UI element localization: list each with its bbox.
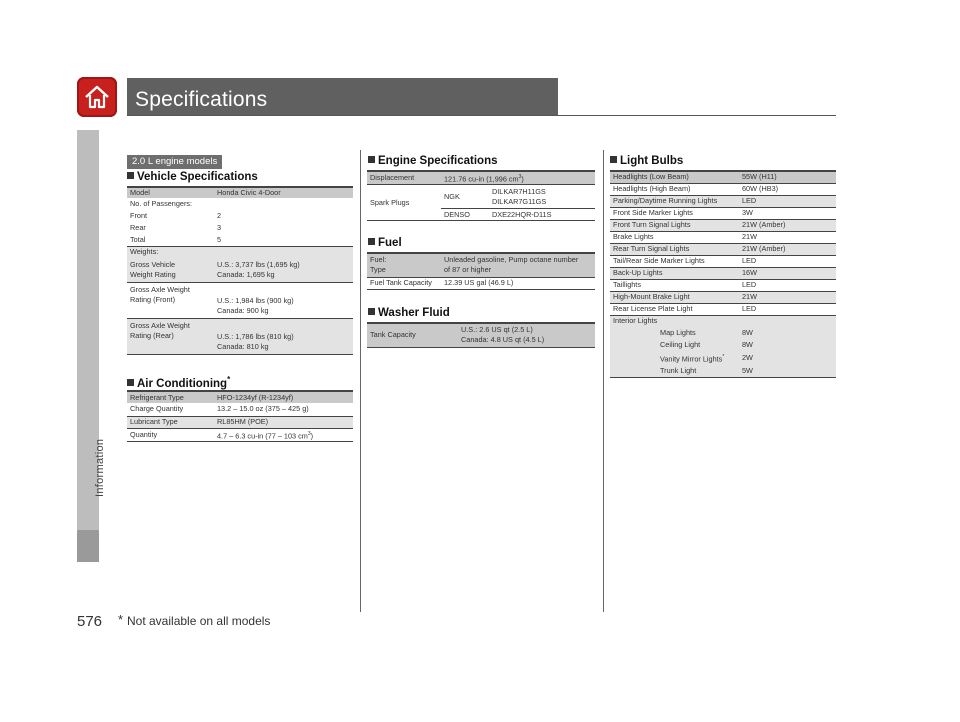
table-row: Rear Turn Signal Lights 21W (Amber) <box>610 243 836 255</box>
table-row: High-Mount Brake Light 21W <box>610 291 836 303</box>
vehicle-spec-heading: Vehicle Specifications <box>127 171 258 183</box>
footnote: Not available on all models <box>127 614 271 628</box>
table-row: Model Honda Civic 4-Door <box>127 187 353 198</box>
table-row: Refrigerant Type HFO-1234yf (R-1234yf) <box>127 391 353 403</box>
section-tab-lower <box>77 530 99 562</box>
table-row: No. of Passengers: <box>130 199 193 208</box>
table-row: Headlights (Low Beam) 55W (H11) <box>610 171 836 183</box>
footnote-mark: * <box>118 612 124 627</box>
page-number: 576 <box>77 613 103 630</box>
ac-heading: Air Conditioning* <box>127 375 230 390</box>
table-row: Ceiling Light 8W <box>610 339 836 351</box>
table-row: Fuel: Type Unleaded gasoline, Pump octane number of 87 or higher <box>367 253 595 277</box>
table-row: Front Turn Signal Lights 21W (Amber) <box>610 219 836 231</box>
table-row: Gross Axle Weight Rating (Front) U.S.: 1,984 lbs (900 kg) Canada: 900 kg <box>127 282 353 318</box>
table-row: Rear 3 <box>130 223 222 232</box>
table-row: Total 5 <box>127 234 353 246</box>
table-row: Parking/Daytime Running Lights LED <box>610 195 836 207</box>
table-row: Front 2 <box>130 211 222 220</box>
section-bullet <box>368 308 375 315</box>
table-row: Weights: <box>127 246 353 258</box>
home-button[interactable] <box>77 77 117 117</box>
table-row: Lubricant Type RL85HM (POE) <box>127 416 353 428</box>
page-title-bar <box>127 78 558 115</box>
section-tab-label <box>82 135 106 497</box>
table-row: Fuel Tank Capacity 12.39 US gal (46.9 L) <box>370 278 514 287</box>
table-row: Charge Quantity 13.2 – 15.0 oz (375 – 425 g) <box>127 403 353 416</box>
washer-table <box>367 322 595 348</box>
ac-table <box>127 390 353 442</box>
table-row: Headlights (High Beam) 60W (HB3) <box>610 183 836 195</box>
light-bulbs-table <box>610 170 836 378</box>
engine-spec-heading: Engine Specifications <box>368 155 498 167</box>
title-rule <box>127 115 836 116</box>
engine-spec-table <box>367 170 595 221</box>
table-row: Gross Axle Weight Rating (Rear) U.S.: 1,786 lbs (810 kg) Canada: 810 kg <box>127 318 353 354</box>
table-row: Trunk Light 5W <box>610 365 836 377</box>
fuel-table <box>367 252 595 290</box>
table-row: Brake Lights 21W <box>610 231 836 243</box>
table-row: Map Lights 8W <box>610 327 836 339</box>
table-row: DENSO DXE22HQR-D11S <box>444 209 552 219</box>
section-bullet <box>368 156 375 163</box>
home-icon <box>83 83 111 111</box>
engine-badge: 2.0 L engine models <box>127 155 222 169</box>
column-divider <box>603 150 604 612</box>
table-row: Displacement 121.76 cu-in (1,996 $cm^3$) <box>367 171 595 185</box>
section-bullet <box>368 238 375 245</box>
table-row: Tank Capacity U.S.: 2.6 US qt (2.5 L) Canada: 4.8 US qt (4.5 L) <box>367 323 595 347</box>
washer-heading: Washer Fluid <box>368 307 450 319</box>
section-bullet <box>127 172 134 179</box>
table-row: Back-Up Lights 16W <box>610 267 836 279</box>
table-row: Interior Lights <box>610 315 836 327</box>
light-bulbs-heading: Light Bulbs <box>610 155 683 167</box>
table-row: Tail/Rear Side Marker Lights LED <box>610 255 836 267</box>
page-title: Specifications <box>135 88 268 111</box>
table-row: Vanity Mirror Lights* 2W <box>610 351 836 365</box>
table-row: Quantity 4.7 – 6.3 cu-in (77 – 103 $cm^3$) <box>130 429 314 440</box>
table-row: Front Side Marker Lights 3W <box>610 207 836 219</box>
table-row: Gross Vehicle Weight Rating U.S.: 3,737 lbs (1,695 kg) Canada: 1,695 kg <box>127 258 353 282</box>
table-row: Rear License Plate Light LED <box>610 303 836 315</box>
column-divider <box>360 150 361 612</box>
fuel-heading: Fuel <box>368 237 402 249</box>
table-row: Taillights LED <box>610 279 836 291</box>
section-bullet <box>610 156 617 163</box>
section-label-text: Information <box>94 438 106 497</box>
vehicle-spec-table <box>127 186 353 355</box>
section-bullet <box>127 379 134 386</box>
table-row: Spark Plugs NGK DILKAR7H11GS DILKAR7G11GS <box>367 185 595 209</box>
